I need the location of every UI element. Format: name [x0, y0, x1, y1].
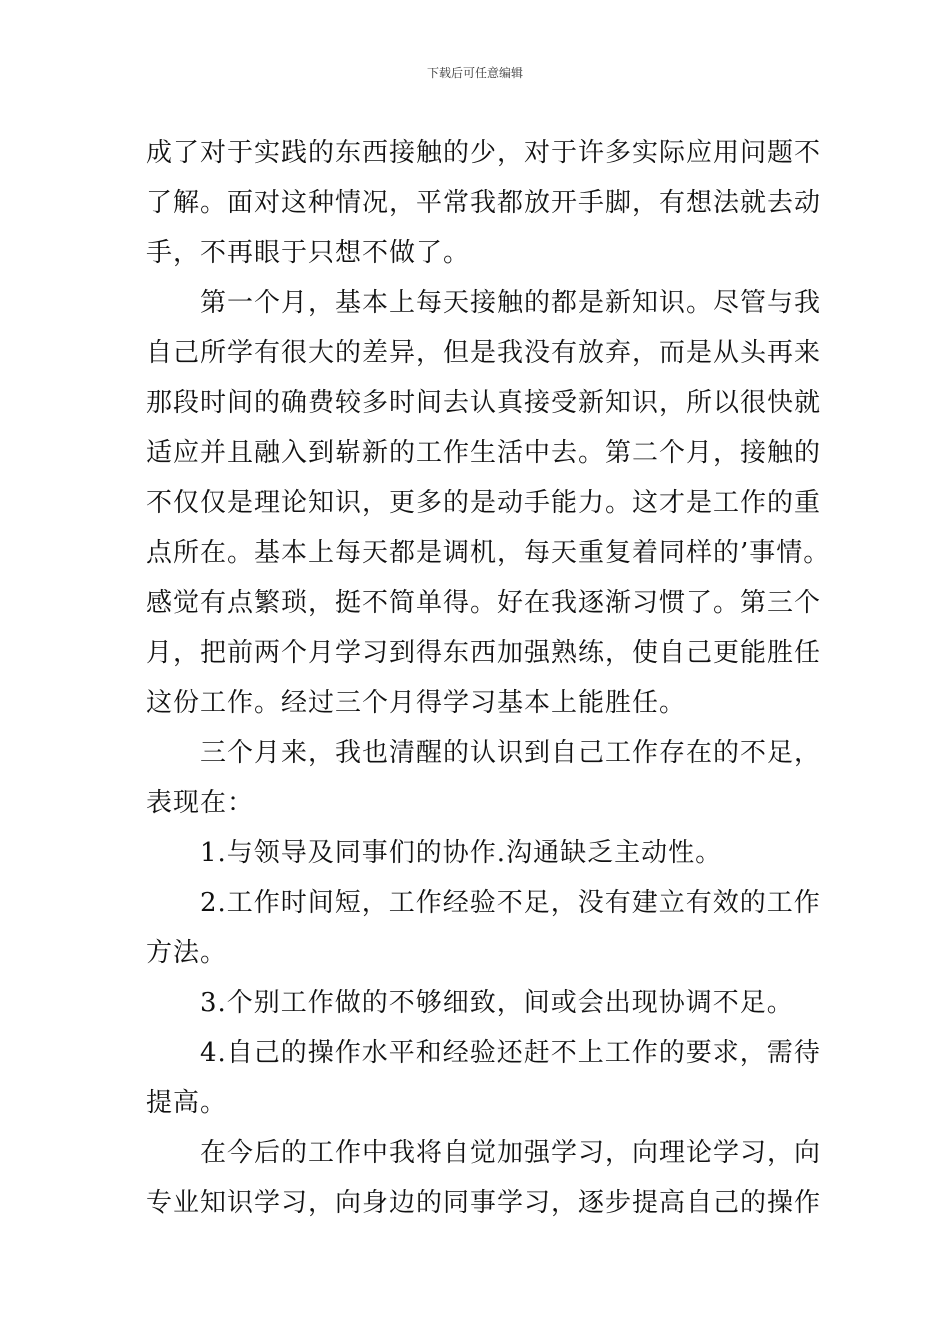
text-line: 成了对于实践的东西接触的少，对于许多实际应用问题不 — [146, 138, 822, 168]
document-body — [146, 128, 831, 1228]
text-line: 那段时间的确费较多时间去认真接受新知识，所以很快就 — [146, 388, 822, 418]
page-header: 下载后可任意编辑 — [426, 66, 523, 80]
text-line: 这份工作。经过三个月得学习基本上能胜任。 — [146, 688, 687, 718]
text-line: 提高。 — [146, 1088, 228, 1118]
text-line: 适应并且融入到崭新的工作生活中去。第二个月，接触的 — [146, 438, 822, 468]
text-line: 方法。 — [146, 938, 228, 968]
text-line: 专业知识学习，向身边的同事学习，逐步提高自己的操作 — [146, 1188, 822, 1218]
text-line: 在今后的工作中我将自觉加强学习，向理论学习，向 — [200, 1138, 822, 1168]
text-line: 了解。面对这种情况，平常我都放开手脚，有想法就去动 — [146, 188, 822, 218]
text-line: 不仅仅是理论知识，更多的是动手能力。这才是工作的重 — [146, 488, 822, 518]
text-line: 三个月来，我也清醒的认识到自己工作存在的不足， — [200, 738, 822, 768]
text-line: 4.自己的操作水平和经验还赶不上工作的要求，需待 — [200, 1038, 821, 1068]
text-line: 手，不再眼于只想不做了。 — [146, 238, 471, 268]
text-line: 月，把前两个月学习到得东西加强熟练，使自己更能胜任 — [146, 638, 822, 668]
text-line: 表现在： — [146, 788, 255, 818]
text-line: 点所在。基本上每天都是调机，每天重复着同样的’事情。 — [146, 538, 831, 568]
text-line: 感觉有点繁琐，挺不简单得。好在我逐渐习惯了。第三个 — [146, 588, 822, 618]
text-line: 1.与领导及同事们的协作.沟通缺乏主动性。 — [200, 838, 723, 868]
text-line: 第一个月，基本上每天接触的都是新知识。尽管与我 — [200, 288, 822, 318]
text-line: 2.工作时间短，工作经验不足，没有建立有效的工作 — [200, 888, 821, 918]
text-line: 自己所学有很大的差异，但是我没有放弃，而是从头再来 — [146, 338, 822, 368]
text-line: 3.个别工作做的不够细致，间或会出现协调不足。 — [200, 988, 794, 1018]
